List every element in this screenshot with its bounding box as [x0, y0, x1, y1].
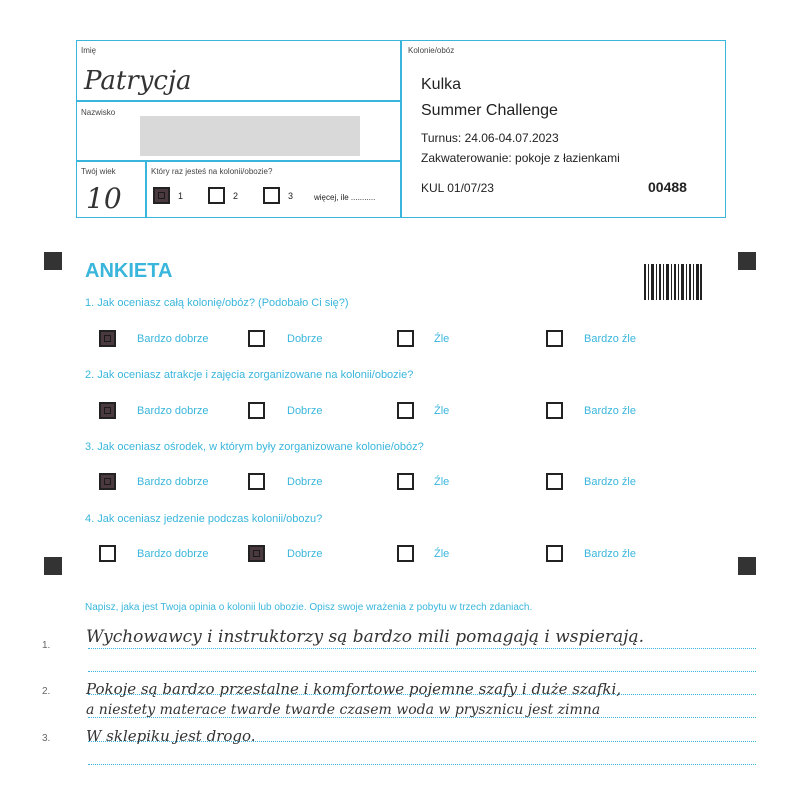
q4-option-bardzo-dobrze-checkbox[interactable]	[99, 545, 116, 562]
q2-option-bardzo-zle-checkbox[interactable]	[546, 402, 563, 419]
q4-option-bardzo-dobrze-label: Bardzo dobrze	[137, 548, 209, 560]
imie-value[interactable]: Patrycja	[84, 66, 192, 96]
q4-option-bardzo-zle-label: Bardzo źle	[584, 548, 636, 560]
q4-option-zle-label: Źle	[434, 548, 450, 560]
q2-option-bardzo-dobrze-label: Bardzo dobrze	[137, 405, 209, 417]
q1-option-bardzo-dobrze-checkbox[interactable]	[99, 330, 116, 347]
barcode-icon	[644, 264, 702, 300]
imie-label: Imię	[81, 46, 97, 55]
q1-option-bardzo-dobrze-label: Bardzo dobrze	[137, 333, 209, 345]
line-number-3: 3.	[42, 733, 51, 744]
camp-code: KUL 01/07/23	[421, 181, 494, 195]
q1-option-dobrze-checkbox[interactable]	[248, 330, 265, 347]
registration-marker-top-left	[44, 252, 62, 270]
ktory-raz-option-1: 1	[178, 191, 184, 201]
camp-name-line1: Kulka	[421, 76, 462, 93]
q2-option-bardzo-dobrze-checkbox[interactable]	[99, 402, 116, 419]
q3-option-zle-checkbox[interactable]	[397, 473, 414, 490]
q2-option-zle-checkbox[interactable]	[397, 402, 414, 419]
survey-title: ANKIETA	[85, 260, 173, 282]
turnus-text: Turnus: 24.06-04.07.2023	[421, 131, 559, 145]
q1-option-zle-label: Źle	[434, 333, 450, 345]
q3-option-bardzo-dobrze-checkbox[interactable]	[99, 473, 116, 490]
kolonie-label: Kolonie/obóz	[408, 46, 455, 55]
q1-option-dobrze-label: Dobrze	[287, 333, 323, 345]
ktory-raz-option-2: 2	[233, 191, 239, 201]
nazwisko-redacted	[140, 116, 360, 156]
q3-option-bardzo-zle-label: Bardzo źle	[584, 476, 636, 488]
question-2-text: 2. Jak oceniasz atrakcje i zajęcia zorganizowane na kolonii/obozie?	[85, 369, 414, 381]
registration-marker-top-right	[738, 252, 756, 270]
q4-option-bardzo-zle-checkbox[interactable]	[546, 545, 563, 562]
ktory-raz-label: Który raz jesteś na kolonii/obozie?	[151, 167, 273, 176]
line-number-1: 1.	[42, 640, 51, 651]
q3-option-bardzo-dobrze-label: Bardzo dobrze	[137, 476, 209, 488]
answer-line-3b[interactable]	[88, 764, 756, 765]
answer-text-3: a niestety materace twarde twarde czasem woda w prysznicu jest zimna	[86, 702, 601, 718]
q4-option-dobrze-label: Dobrze	[287, 548, 323, 560]
answer-text-2: Pokoje są bardzo przestalne i komfortowe pojemne szafy i duże szafki,	[86, 680, 622, 698]
line-number-2: 2.	[42, 686, 51, 697]
q2-option-bardzo-zle-label: Bardzo źle	[584, 405, 636, 417]
q3-option-bardzo-zle-checkbox[interactable]	[546, 473, 563, 490]
q2-option-dobrze-checkbox[interactable]	[248, 402, 265, 419]
q1-option-bardzo-zle-label: Bardzo źle	[584, 333, 636, 345]
wiecej-label: więcej, ile ...........	[314, 193, 376, 202]
ktory-raz-checkbox-1[interactable]	[153, 187, 170, 204]
nazwisko-label: Nazwisko	[81, 108, 116, 117]
question-3-text: 3. Jak oceniasz ośrodek, w którym były zorganizowane kolonie/obóz?	[85, 441, 424, 453]
header-divider	[400, 40, 402, 218]
answer-line-1b[interactable]	[88, 671, 756, 672]
registration-marker-bottom-left	[44, 557, 62, 575]
q2-option-dobrze-label: Dobrze	[287, 405, 323, 417]
q4-option-dobrze-checkbox[interactable]	[248, 545, 265, 562]
question-4-text: 4. Jak oceniasz jedzenie podczas kolonii/obozu?	[85, 513, 323, 525]
opinion-prompt: Napisz, jaka jest Twoja opinia o kolonii lub obozie. Opisz swoje wrażenia z pobytu w trzech zdaniach.	[85, 602, 533, 613]
zakwaterowanie-text: Zakwaterowanie: pokoje z łazienkami	[421, 151, 620, 165]
age-divider	[145, 160, 147, 218]
ktory-raz-option-3: 3	[288, 191, 294, 201]
camp-name-line2: Summer Challenge	[421, 102, 558, 119]
answer-text-1: Wychowawcy i instruktorzy są bardzo mili pomagają i wspierają.	[86, 627, 644, 647]
wiek-label: Twój wiek	[81, 167, 116, 176]
q2-option-zle-label: Źle	[434, 405, 450, 417]
answer-text-4: W sklepiku jest drogo.	[86, 727, 256, 745]
header-line-1	[76, 100, 401, 102]
ktory-raz-checkbox-3[interactable]	[263, 187, 280, 204]
question-1-text: 1. Jak oceniasz całą kolonię/obóz? (Podobało Ci się?)	[85, 297, 349, 309]
q1-option-zle-checkbox[interactable]	[397, 330, 414, 347]
ktory-raz-checkbox-2[interactable]	[208, 187, 225, 204]
wiek-value[interactable]: 10	[86, 182, 122, 215]
q3-option-dobrze-label: Dobrze	[287, 476, 323, 488]
q4-option-zle-checkbox[interactable]	[397, 545, 414, 562]
q1-option-bardzo-zle-checkbox[interactable]	[546, 330, 563, 347]
form-number: 00488	[648, 179, 687, 195]
q3-option-dobrze-checkbox[interactable]	[248, 473, 265, 490]
header-line-2	[76, 160, 401, 162]
registration-marker-bottom-right	[738, 557, 756, 575]
answer-line-1[interactable]	[88, 648, 756, 649]
q3-option-zle-label: Źle	[434, 476, 450, 488]
